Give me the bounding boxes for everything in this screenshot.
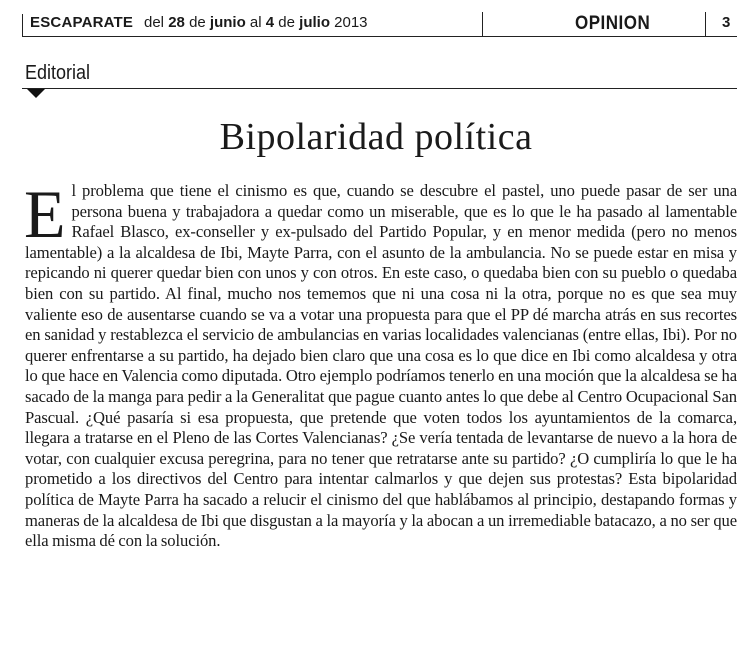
- issue-date: del 28 de junio al 4 de julio 2013: [144, 14, 368, 31]
- header-divider: [705, 12, 706, 36]
- article-title: Bipolaridad política: [219, 116, 533, 158]
- section-name: OPINION: [575, 11, 651, 34]
- article-text: l problema que tiene el cinismo es que, cuando se descubre el pastel, uno puede pasar de ser una persona buena y trabajadora a quedar como un miserable, que es lo que le ha pasado al lamentable Rafael Blasco, ex-conseller y ex-pulsado del Partido Popular, y en menor medida (pero no menos lamentable) a la alcaldesa de Ibi, Mayte Parra, con el asunto de la ambulancia. No se puede estar en misa y repicando ni querer quedar bien con unos y con otros. En este caso, o quedaba bien con su pueblo o quedaba bien con su partido. Al final, mucho nos tememos que ni una cosa ni la otra, porque no es que sea muy valiente eso de ausentarse cuando se va a votar una propuesta para que el PP dé marcha atrás en sus recortes en sanidad y restablezca el servicio de ambulancias en varias localidades valencianas (entre ellas, Ibi). Por no querer enfrentarse a su partido, ha dejado bien claro que una cosa es lo que dice en Ibi como alcaldesa y otra lo que hace en Valencia como diputada. Otro ejemplo podríamos tenerlo en una moción que la alcaldesa se ha sacado de la manga para pedir a la Generalitat que pague cuanto antes lo que debe al Centro Ocupacional San Pascual. ¿Qué pasaría si esa propuesta, que pretende que voten todos los ayuntamientos de la comarca, llegara a tratarse en el Pleno de las Cortes Valencianas? ¿Se vería tentada de levantarse de nuevo a la hora de votar, con cualquier excusa peregrina, para no tener que retratarse ante su partido? ¿O cumpliría lo que le ha prometido a los directivos del Centro para intentar calmarlos y que dejen sus protestas? Esta bipolaridad política de Mayte Parra ha sacado a relucir el cinismo del que hablábamos al principio, destapando formas y maneras de la alcaldesa de Ibi que disgustan a la mayoría y la abocan a un irremediable batacazo, a no ser que ella misma dé con la solución.: [25, 181, 737, 551]
- header-left-rule: [22, 14, 23, 36]
- kicker-arrow-icon: [27, 89, 45, 98]
- page-number: 3: [722, 14, 731, 31]
- publication-name: ESCAPARATE: [30, 14, 134, 31]
- page-header: [22, 10, 737, 37]
- header-divider: [482, 12, 483, 36]
- article-body: [24, 176, 737, 552]
- kicker-rule: [22, 88, 737, 89]
- section-kicker: Editorial: [25, 62, 91, 84]
- drop-cap: E: [24, 176, 66, 252]
